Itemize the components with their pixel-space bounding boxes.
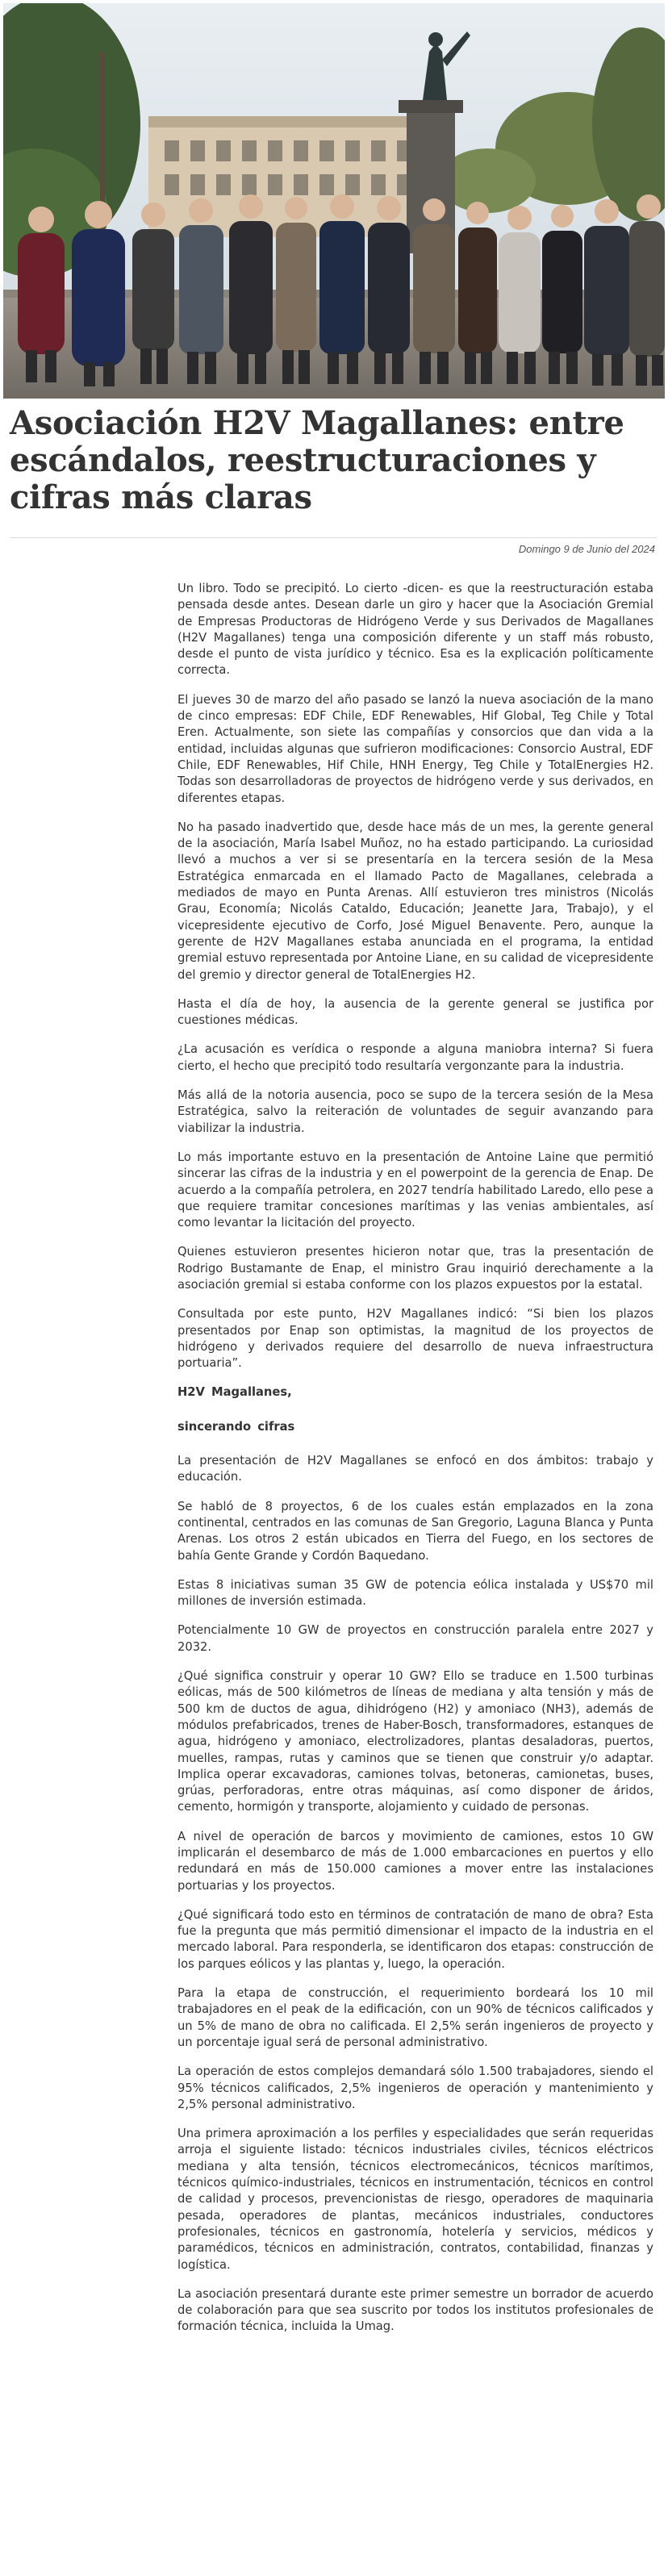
article-paragraph: ¿Qué significará todo esto en términos de contratación de mano de obra? Esta fue la pregunta que más permitió dimensionar el impacto de la industria en el mercado laboral. Para responderla, se identificaron dos etapas: construcción de los parques eólicos y las plantas y, luego, la operación.: [177, 1907, 653, 1971]
article-paragraph: Lo más importante estuvo en la presentación de Antoine Laine que permitió sincerar las cifras de la industria y en el powerpoint de la gerencia de Enap. De acuerdo a la compañía petrolera, en 2027 tendría habilitado Laredo, ello pese a que requiere tramitar concesiones marítimas y las venias ambientales, así como levantar la licitación del proyecto.: [177, 1150, 653, 1230]
article-paragraph: Un libro. Todo se precipitó. Lo cierto -dicen- es que la reestructuración estaba pensada desde antes. Desean darle un giro y hacer que la Asociación Gremial de Empresas Productoras de Hidrógeno Verde y sus Derivados de Magallanes (H2V Magallanes) tenga una composición diferente y un staff más robusto, desde el punto de vista jurídico y técnico. Esa es la explicación políticamente correcta.: [177, 582, 653, 678]
article-date: Domingo 9 de Junio del 2024: [518, 543, 655, 555]
group-photo-icon: [3, 3, 665, 399]
article-paragraph: Estas 8 iniciativas suman 35 GW de potencia eólica instalada y US$70 mil millones de inversión estimada.: [177, 1577, 653, 1609]
article-paragraph: Más allá de la notoria ausencia, poco se supo de la tercera sesión de la Mesa Estratégica, salvo la reiteración de voluntades de seguir avanzando para viabilizar la industria.: [177, 1088, 653, 1135]
hero-photo: [3, 3, 665, 399]
section-subhead: H2V Magallanes,: [177, 1385, 292, 1400]
article-paragraph: La presentación de H2V Magallanes se enfocó en dos ámbitos: trabajo y educación.: [177, 1454, 653, 1484]
article-paragraph: La asociación presentará durante este primer semestre un borrador de acuerdo de colaboración para que sea suscrito por todos los institutos profesionales de formación técnica, incluida la Umag.: [177, 2286, 653, 2334]
article-paragraph: Una primera aproximación a los perfiles y especialidades que serán requeridas arroja el siguiente listado: técnicos industriales civiles, técnicos eléctricos mediana y alta tensión, técnicos electromecánicos, técnicos marítimos, técnicos químico-industriales, técnicos en instrumentación, técnicos en control de calidad y procesos, prevencionistas de riesgo, operadores de maquinaria pesada, operadores de plantas, mecánicos industriales, conductores profesionales, técnicos en gastronomía, hotelería y servicios, médicos y paramédicos, técnicos en administración, contratos, contabilidad, finanzas y logística.: [177, 2127, 653, 2272]
article-paragraph: No ha pasado inadvertido que, desde hace más de un mes, la gerente general de la asociación, María Isabel Muñoz, no ha estado participando. La curiosidad llevó a muchos a ver si se presentaría en la tercera sesión de la Mesa Estratégica enmarcada en el llamado Pacto de Magallanes, celebrada a mediados de mayo en Punta Arenas. Allí estuvieron tres ministros (Nicolás Grau, Economía; Nicolás Cataldo, Educación; Jeanette Jara, Trabajo), y el vicepresidente ejecutivo de Corfo, José Miguel Benavente. Pero, aunque la gerente de H2V Magallanes estaba anunciada en el programa, la entidad gremial estuvo representada por Antoine Liane, en su calidad de vicepresidente del gremio y director general de TotalEnergies H2.: [177, 820, 653, 982]
header-divider: [10, 537, 657, 538]
article-paragraph: La operación de estos complejos demandará sólo 1.500 trabajadores, siendo el 95% técnicos calificados, 2,5% ingenieros de operación y mantenimiento y 2,5% personal administrativo.: [177, 2065, 653, 2111]
article-paragraph: Para la etapa de construcción, el requerimiento bordeará los 10 mil trabajadores en el peak de la edificación, con un 90% de técnicos calificados y un 5% de mano de obra no calificada. El 2,5% serán ingenieros de proyecto y un porcentaje igual será de personal administrativo.: [177, 1986, 653, 2049]
section-subhead: sincerando cifras: [177, 1419, 295, 1434]
article-paragraph: Consultada por este punto, H2V Magallanes indicó: “Si bien los plazos presentados por Enap son optimistas, la magnitud de los proyectos de hidrógeno y derivados requiere del desarrollo de nueva infraestructura portuaria”.: [177, 1307, 653, 1371]
article-headline: Asociación H2V Magallanes: entre escándalos, reestructuraciones y cifras más claras: [10, 404, 624, 516]
article-body: [177, 581, 653, 2348]
article-paragraph: ¿La acusación es verídica o responde a alguna maniobra interna? Si fuera cierto, el hecho que precipitó todo resultaría vergonzante para la industria.: [177, 1042, 653, 1073]
article-paragraph: Hasta el día de hoy, la ausencia de la gerente general se justifica por cuestiones médicas.: [177, 996, 653, 1028]
article-paragraph: A nivel de operación de barcos y movimiento de camiones, estos 10 GW implicarán el desembarco de más de 1.000 embarcaciones en puertos y ello redundará en más de 150.000 camiones a mover entre las instalaciones portuarias y los proyectos.: [177, 1829, 653, 1893]
article-paragraph: El jueves 30 de marzo del año pasado se lanzó la nueva asociación de la mano de cinco empresas: EDF Chile, EDF Renewables, Hif Global, Teg Chile y Total Eren. Actualmente, son siete las compañías y consorcios que dan vida a la entidad, incluidas algunas que sufrieron modificaciones: Consorcio Austral, EDF Chile, EDF Renewables, Hif Chile, HNH Energy, Teg Chile y TotalEnergies H2. Todas son desarrolladoras de proyectos de hidrógeno verde y sus derivados, en diferentes etapas.: [177, 692, 653, 805]
article-paragraph: Quienes estuvieron presentes hicieron notar que, tras la presentación de Rodrigo Bustamante de Enap, el ministro Grau inquirió derechamente a la asociación gremial si estaba conforme con los plazos expuestos por la estatal.: [177, 1245, 653, 1292]
article-paragraph: Potencialmente 10 GW de proyectos en construcción paralela entre 2027 y 2032.: [177, 1623, 653, 1654]
article-paragraph: ¿Qué significa construir y operar 10 GW? Ello se traduce en 1.500 turbinas eólicas, más de 500 kilómetros de líneas de mediana y alta tensión y más de 500 km de ductos de agua, dihidrógeno (H2) y amoniaco (NH3), además de módulos prefabricados, trenes de Haber-Bosch, transformadores, estanques de agua, hidrógeno y amoniaco, electrolizadores, plantas desaladoras, puertos, muelles, rampas, rutas y caminos que se tienen que construir y/o adaptar. Implica operar excavadoras, camiones tolvas, betoneras, camionetas, buses, grúas, perforadoras, entre otras máquinas, así como disponer de áridos, cemento, hormigón y transporte, alojamiento y cuidado de personas.: [177, 1669, 653, 1814]
article-paragraph: Se habló de 8 proyectos, 6 de los cuales están emplazados en la zona continental, centrados en las comunas de San Gregorio, Laguna Blanca y Punta Arenas. Los otros 2 están ubicados en Tierra del Fuego, en los sectores de bahía Gente Grande y Cordón Baquedano.: [177, 1499, 653, 1563]
